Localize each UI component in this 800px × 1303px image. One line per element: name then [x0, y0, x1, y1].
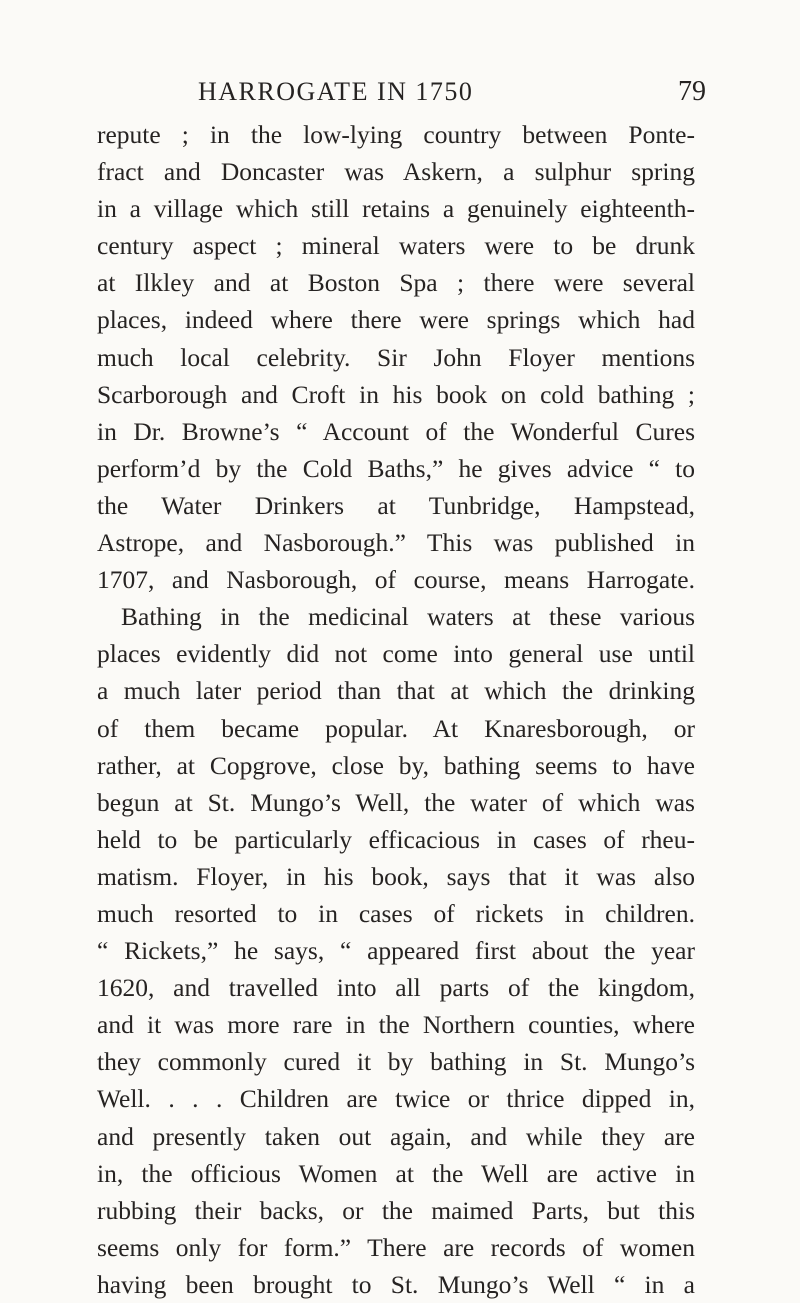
text-line: repute ; in the low-lying country between Ponte-	[97, 120, 695, 149]
text-line: begun at St. Mungo’s Well, the water of which was	[97, 787, 695, 817]
text-line: in, the officious Women at the Well are active in	[97, 1158, 695, 1188]
text-line: they commonly cured it by bathing in St. Mungo’s	[97, 1047, 695, 1077]
text-line: places evidently did not come into general use until	[97, 639, 695, 669]
text-line: Well. . . . Children are twice or thrice dipped in,	[97, 1084, 695, 1114]
text-line: having been brought to St. Mungo’s Well “ in a	[97, 1269, 695, 1299]
text-line: and it was more rare in the Northern counties, where	[97, 1010, 695, 1040]
text-line: matism. Floyer, in his book, says that it was also	[97, 861, 695, 891]
text-line: Bathing in the medicinal waters at these various	[121, 602, 695, 632]
text-line: held to be particularly efficacious in cases of rheu-	[97, 824, 695, 854]
text-line: much local celebrity. Sir John Floyer mentions	[97, 342, 695, 372]
text-line: perform’d by the Cold Baths,” he gives advice “ to	[97, 453, 695, 483]
text-line: Astrope, and Nasborough.” This was published in	[97, 528, 695, 558]
text-line: century aspect ; mineral waters were to be drunk	[97, 231, 695, 261]
text-line: places, indeed where there were springs which had	[97, 305, 695, 335]
text-line: the Water Drinkers at Tunbridge, Hampstead,	[97, 490, 695, 520]
text-line: “ Rickets,” he says, “ appeared first about the year	[97, 936, 695, 966]
text-line: rather, at Copgrove, close by, bathing seems to have	[97, 750, 695, 780]
text-line: Scarborough and Croft in his book on cold bathing ;	[97, 379, 695, 409]
text-line: a much later period than that at which the drinking	[97, 676, 695, 706]
text-line: in a village which still retains a genuinely eighteenth-	[97, 194, 695, 224]
body-text	[97, 116, 695, 1303]
text-line: in Dr. Browne’s “ Account of the Wonderful Cures	[97, 416, 695, 446]
text-line: of them became popular. At Knaresborough, or	[97, 713, 695, 743]
running-title: HARROGATE IN 1750	[198, 77, 474, 106]
text-line: 1620, and travelled into all parts of the kingdom,	[97, 973, 695, 1003]
text-line: at Ilkley and at Boston Spa ; there were several	[97, 268, 695, 298]
text-line: rubbing their backs, or the maimed Parts, but this	[97, 1195, 695, 1225]
text-line: seems only for form.” There are records of women	[97, 1232, 695, 1262]
text-line: much resorted to in cases of rickets in children.	[97, 898, 695, 928]
text-line: fract and Doncaster was Askern, a sulphur spring	[97, 157, 695, 187]
page-number: 79	[678, 76, 706, 107]
text-line: and presently taken out again, and while they are	[97, 1121, 695, 1151]
running-head	[198, 72, 706, 112]
text-line: 1707, and Nasborough, of course, means Harrogate.	[97, 565, 695, 595]
